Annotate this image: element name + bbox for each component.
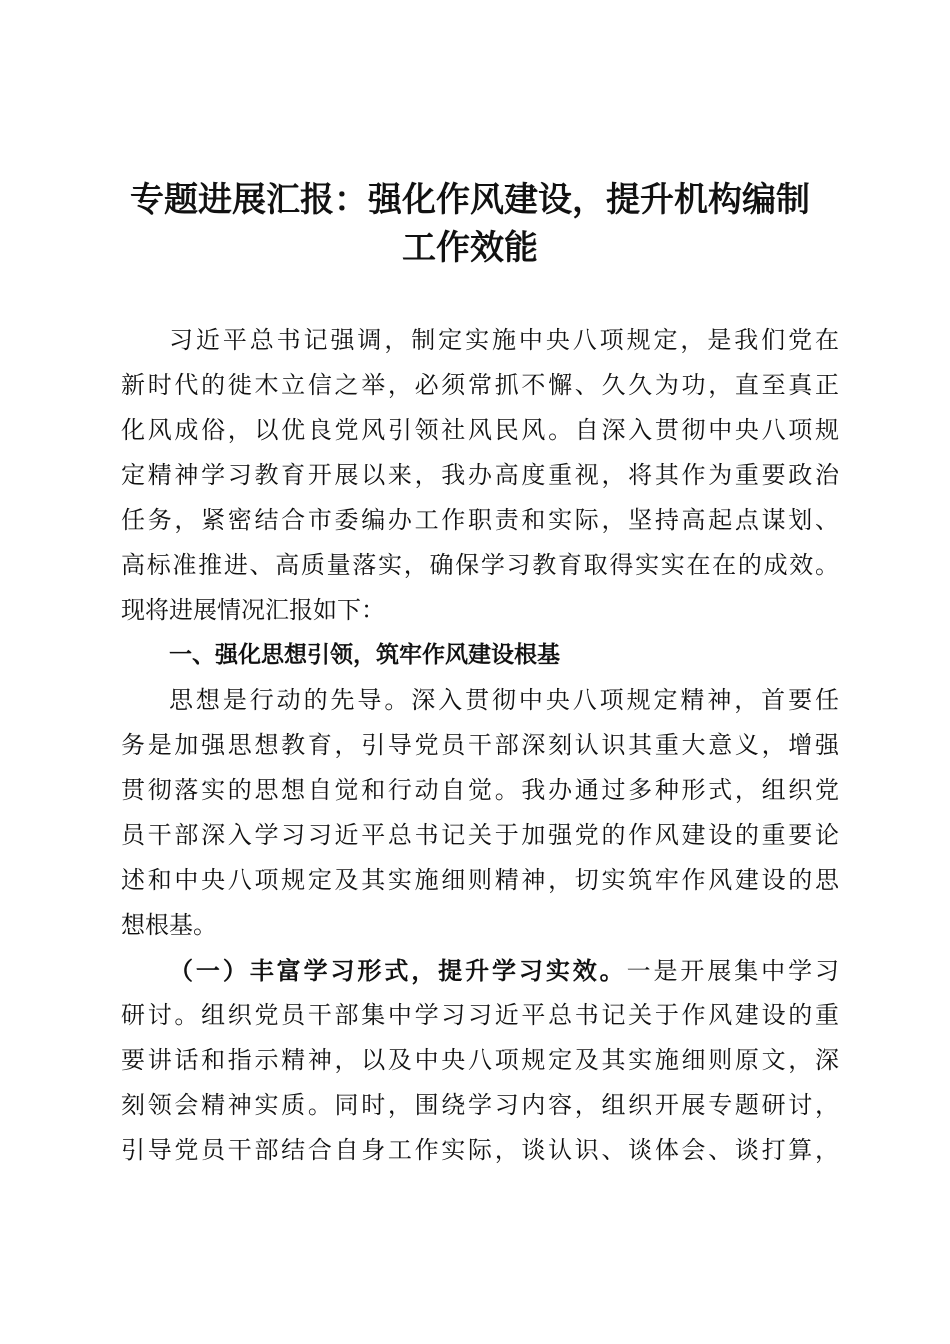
text-line: 述和中央八项规定及其实施细则精神，切实筑牢作风建设的思	[121, 866, 839, 894]
subsection-lead-rest: 一是开展集中学习	[626, 957, 840, 985]
text-line: 员干部深入学习习近平总书记关于加强党的作风建设的重要论	[121, 821, 839, 849]
text-line: 想根基。	[121, 911, 217, 939]
text-line: 研讨。组织党员干部集中学习习近平总书记关于作风建设的重	[121, 1001, 839, 1029]
text-line: 定精神学习教育开展以来，我办高度重视，将其作为重要政治	[121, 461, 839, 489]
text-line: 新时代的徙木立信之举，必须常抓不懈、久久为功，直至真正	[121, 371, 839, 399]
subsection-lead: （一）丰富学习形式，提升学习实效。	[169, 956, 627, 985]
text-line: 任务，紧密结合市委编办工作职责和实际，坚持高起点谋划、	[121, 506, 839, 534]
text-line: 要讲话和指示精神，以及中央八项规定及其实施细则原文，深	[121, 1046, 839, 1074]
text-line: 引导党员干部结合自身工作实际，谈认识、谈体会、谈打算，	[121, 1136, 839, 1164]
section-heading-1: 一、强化思想引领，筑牢作风建设根基	[169, 642, 560, 668]
text-line	[121, 948, 839, 993]
paragraph-subsection-1	[121, 948, 839, 1173]
text-line: 务是加强思想教育，引导党员干部深刻认识其重大意义，增强	[121, 731, 839, 759]
text-line: 思想是行动的先导。深入贯彻中央八项规定精神，首要任	[169, 686, 839, 714]
text-line: 化风成俗，以优良党风引领社风民风。自深入贯彻中央八项规	[121, 416, 839, 444]
text-line: 高标准推进、高质量落实，确保学习教育取得实实在在的成效。	[121, 551, 839, 579]
text-line: 贯彻落实的思想自觉和行动自觉。我办通过多种形式，组织党	[121, 776, 839, 804]
title-line-1: 专题进展汇报：强化作风建设，提升机构编制	[130, 180, 810, 220]
paragraph-intro	[121, 318, 839, 633]
text-line: 现将进展情况汇报如下：	[121, 596, 385, 624]
text-line: 习近平总书记强调，制定实施中央八项规定，是我们党在	[169, 326, 839, 354]
document-body	[121, 318, 839, 1173]
paragraph-section-1	[121, 678, 839, 948]
text-line: 刻领会精神实质。同时，围绕学习内容，组织开展专题研讨，	[121, 1091, 839, 1119]
title-line-2: 工作效能	[402, 228, 538, 268]
document-title	[100, 176, 840, 272]
